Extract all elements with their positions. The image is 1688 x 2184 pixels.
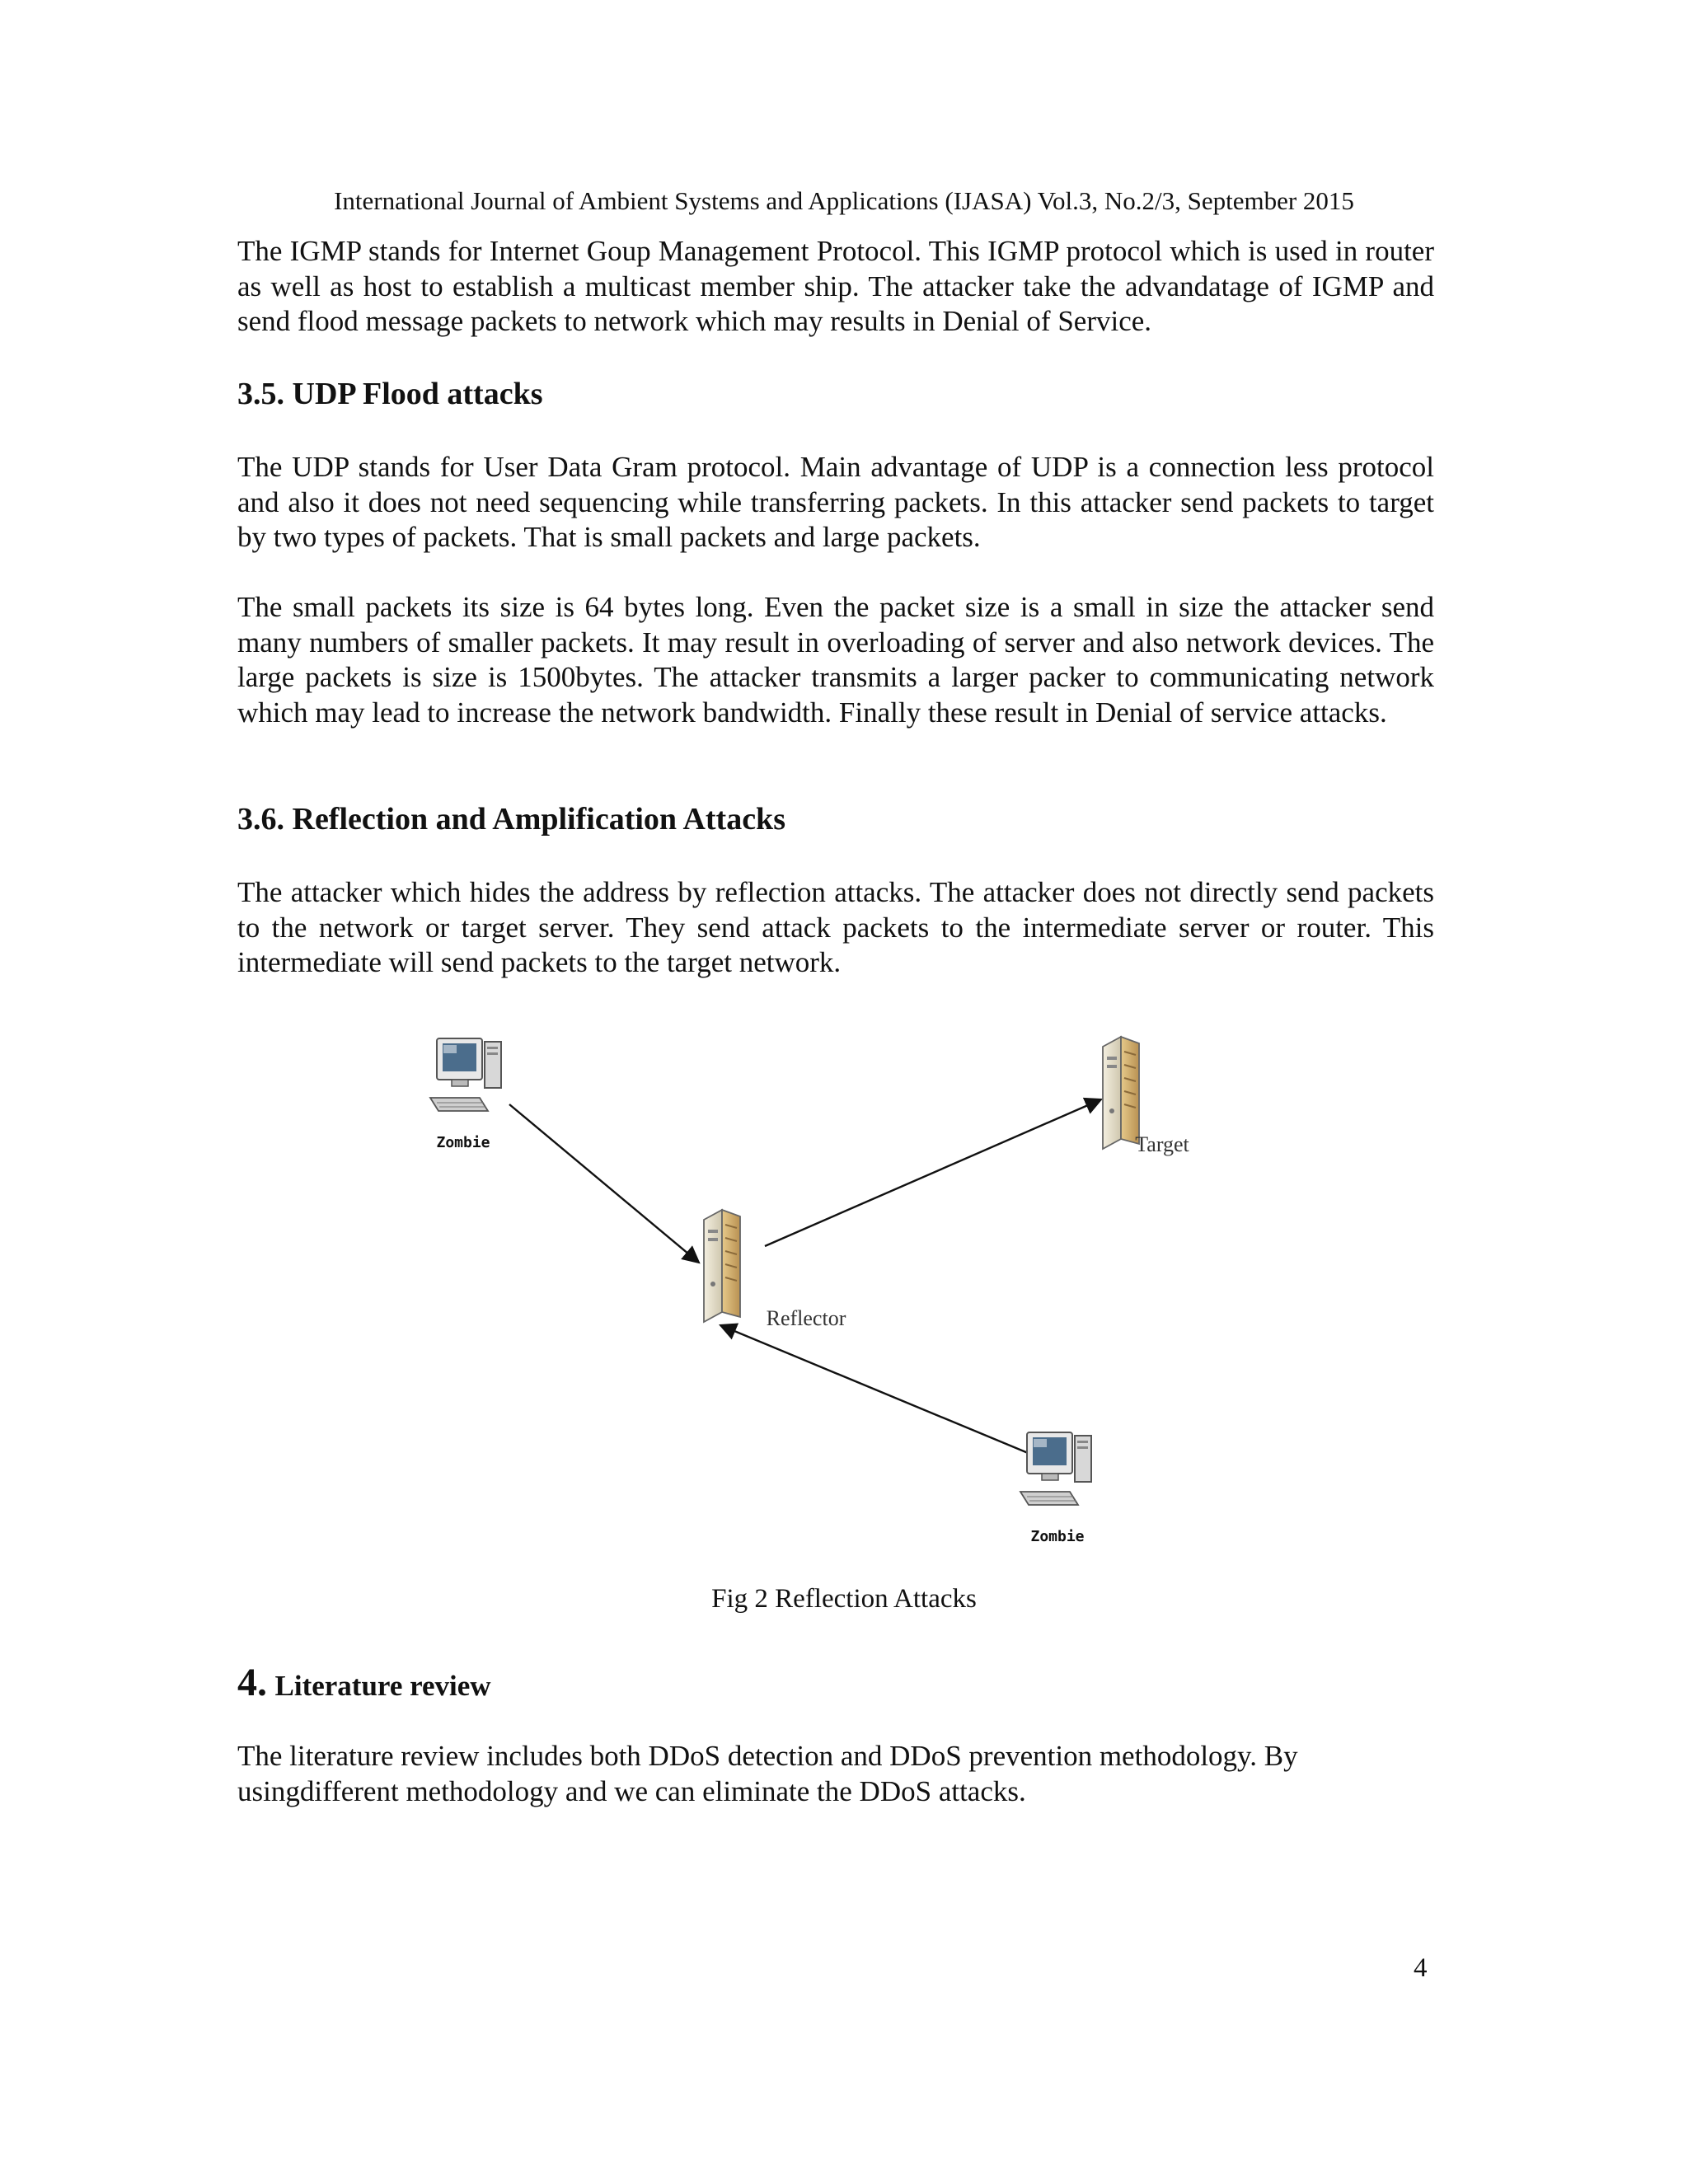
heading-literature-number: 4. [237,1661,267,1704]
computer-icon-zombie-top [430,1038,501,1111]
reflection-attack-diagram [412,1022,1236,1549]
arrow-reflector-to-target [765,1099,1101,1246]
arrow-zombie-to-reflector-bottom [720,1325,1032,1455]
paragraph-literature: The literature review includes both DDoS detection and DDoS prevention methodology. By usingdifferent methodology and we can eliminate the DDoS attacks. [237,1740,1298,1807]
heading-literature-title: Literature review [274,1670,491,1702]
page-number: 4 [1414,1953,1428,1983]
paragraph-udp-intro: The UDP stands for User Data Gram protocol. Main advantage of UDP is a connection less protocol and also it does not need sequencing while transferring packets. In this attacker send packets to target by two types of packets. That is small packets and large packets. [237,451,1434,553]
server-icon-target [1103,1037,1139,1149]
paragraph-udp-sizes: The small packets its size is 64 bytes long. Even the packet size is a small in size the attacker send many numbers of smaller packets. It may result in overloading of server and also network devices. The large packets is size is 1500bytes. The attacker transmits a larger packer to communicating network which may lead to increase the network bandwidth. Finally these result in Denial of service attacks. [237,591,1434,729]
label-zombie-top: Zombie [436,1134,490,1151]
label-zombie-bottom: Zombie [1030,1528,1085,1545]
running-header: International Journal of Ambient Systems and Applications (IJASA) Vol.3, No.2/3, September 2015 [334,186,1354,215]
label-target: Target [1135,1132,1189,1156]
arrow-zombie-to-reflector [509,1104,699,1263]
heading-reflection: 3.6. Reflection and Amplification Attacks [237,802,785,837]
heading-udp-flood: 3.5. UDP Flood attacks [237,377,543,411]
label-reflector: Reflector [766,1306,846,1330]
heading-literature-review [237,1663,491,1706]
paragraph-igmp: The IGMP stands for Internet Goup Management Protocol. This IGMP protocol which is used in router as well as host to establish a multicast member ship. The attacker take the advandatage of IGMP and send flood message packets to network which may results in Denial of Service. [237,235,1434,337]
computer-icon-zombie-bottom [1020,1432,1091,1505]
figure-caption: Fig 2 Reflection Attacks [711,1584,977,1614]
server-icon-reflector [704,1210,740,1322]
paragraph-reflection: The attacker which hides the address by reflection attacks. The attacker does not directly send packets to the network or target server. They send attack packets to the intermediate server or router. This intermediate will send packets to the target network. [237,876,1434,978]
